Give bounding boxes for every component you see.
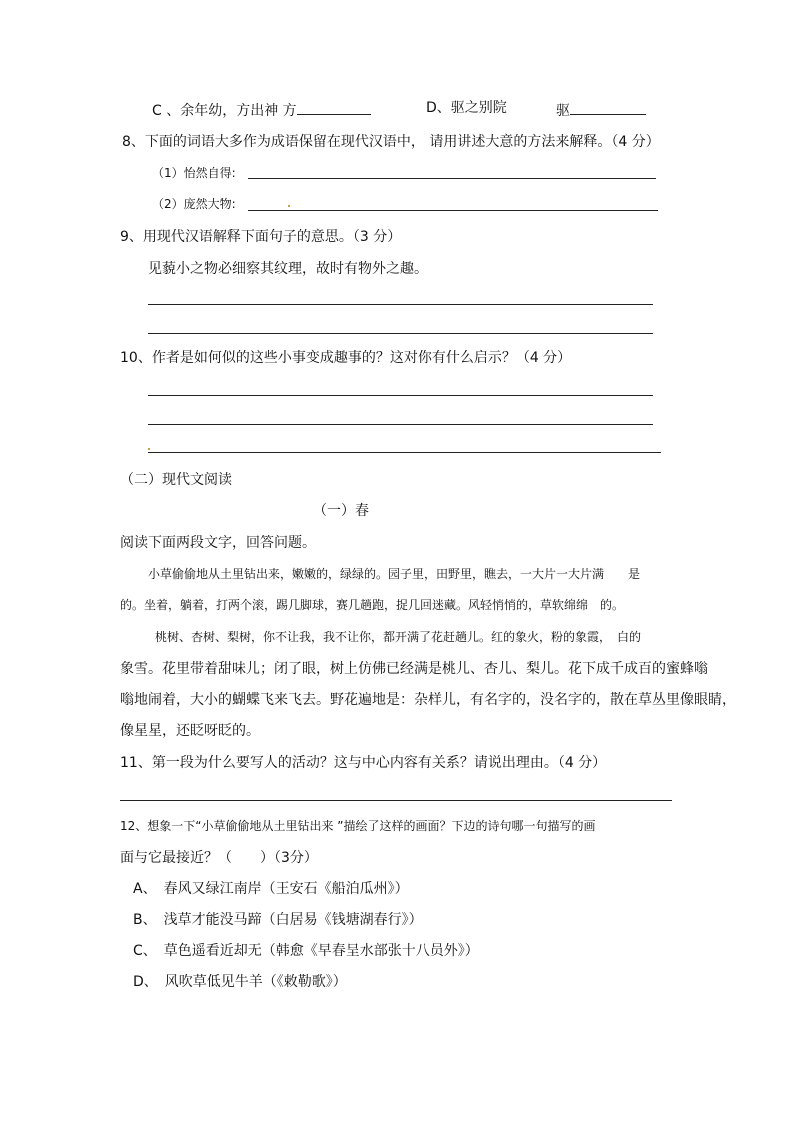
- q12-option-b[interactable]: B、 浅草才能没马蹄（白居易《钱塘湖春行》）: [133, 912, 423, 928]
- q12-prompt-line2: 面与它最接近？（ ）（3分）: [120, 850, 318, 866]
- passage-para1-line1: 小草偷偷地从土里钻出来，嫩嫩的，绿绿的。园子里，田野里，瞧去，一大片一大片满 是: [148, 567, 641, 581]
- q7-option-c: [152, 100, 371, 120]
- q9-sentence: 见藐小之物必细察其纹理，故时有物外之趣。: [148, 261, 428, 277]
- passage-para2-line4: 像星星，还眨呀眨的。: [120, 723, 260, 739]
- q9-answer-line-2[interactable]: [148, 333, 653, 334]
- passage-para1-line2: 的。坐着，躺着，打两个滚，踢几脚球，赛几趟跑，捉几回迷藏。风轻悄悄的，草软绵绵 的。: [120, 598, 625, 612]
- q11-answer-line[interactable]: [120, 800, 672, 801]
- passage-title: （一）春: [313, 503, 369, 519]
- q9-prompt: 9、用现代汉语解释下面句子的意思。（3 分）: [120, 229, 402, 245]
- section-heading: （二）现代文阅读: [120, 472, 232, 488]
- q8-item2-answer-line[interactable]: [248, 210, 658, 211]
- q7-option-d-word-text: 驱: [556, 103, 570, 119]
- q7-option-d-text: D、驱之别院: [426, 100, 507, 116]
- q7-option-d-word: [556, 100, 646, 120]
- q8-prompt: 8、下面的词语大多作为成语保留在现代汉语中， 请用讲述大意的方法来解释。（4 分）: [122, 134, 660, 150]
- q7-option-d: [426, 100, 507, 117]
- q8-item1-label: （1）怡然自得:: [152, 166, 236, 180]
- q10-answer-line-2[interactable]: [148, 424, 653, 425]
- q12-prompt-line1: 12、想象一下“小草偷偷地从土里钻出来 ”描绘了这样的画面？下边的诗句哪一句描写的画: [120, 819, 596, 833]
- q10-answer-line-1[interactable]: [148, 395, 653, 396]
- q12-option-a[interactable]: A、 春风又绿江南岸（王安石《船泊瓜州》）: [133, 881, 409, 897]
- q10-prompt: 10、作者是如何似的这些小事变成趣事的？这对你有什么启示？（4 分）: [120, 350, 572, 366]
- q7-option-d-blank[interactable]: [570, 100, 646, 115]
- q12-option-c[interactable]: C、 草色遥看近却无（韩愈《早春呈水部张十八员外》）: [133, 943, 479, 959]
- q9-answer-line-1[interactable]: [148, 304, 653, 305]
- q7-option-c-blank[interactable]: [297, 100, 371, 115]
- reading-instruction: 阅读下面两段文字，回答问题。: [120, 535, 316, 551]
- passage-para2-line3: 嗡地闹着，大小的蝴蝶飞来飞去。野花遍地是：杂样儿，有名字的，没名字的，散在草丛里像眼睛，: [120, 692, 736, 708]
- q12-option-d[interactable]: D、 风吹草低见牛羊（《敕勒歌》）: [133, 974, 347, 990]
- q8-item2-label: （2）庞然大物:: [152, 197, 236, 211]
- passage-para2-line1: 桃树、杏树、梨树，你不让我，我不让你，都开满了花赶趟儿。红的象火，粉的象霞， 白的: [155, 630, 642, 644]
- q8-item1-answer-line[interactable]: [248, 178, 656, 179]
- q11-prompt: 11、第一段为什么要写人的活动？这与中心内容有关系？请说出理由。（4 分）: [120, 755, 607, 771]
- stray-dot: [148, 448, 150, 450]
- q10-answer-line-3[interactable]: [148, 452, 661, 453]
- passage-para2-line2: 象雪。花里带着甜味儿；闭了眼，树上仿佛已经满是桃儿、杏儿、梨儿。花下成千成百的蜜蜂嗡: [120, 661, 708, 677]
- q7-option-c-text: C 、余年幼，方出神 方: [152, 103, 297, 119]
- stray-dot: [288, 205, 290, 207]
